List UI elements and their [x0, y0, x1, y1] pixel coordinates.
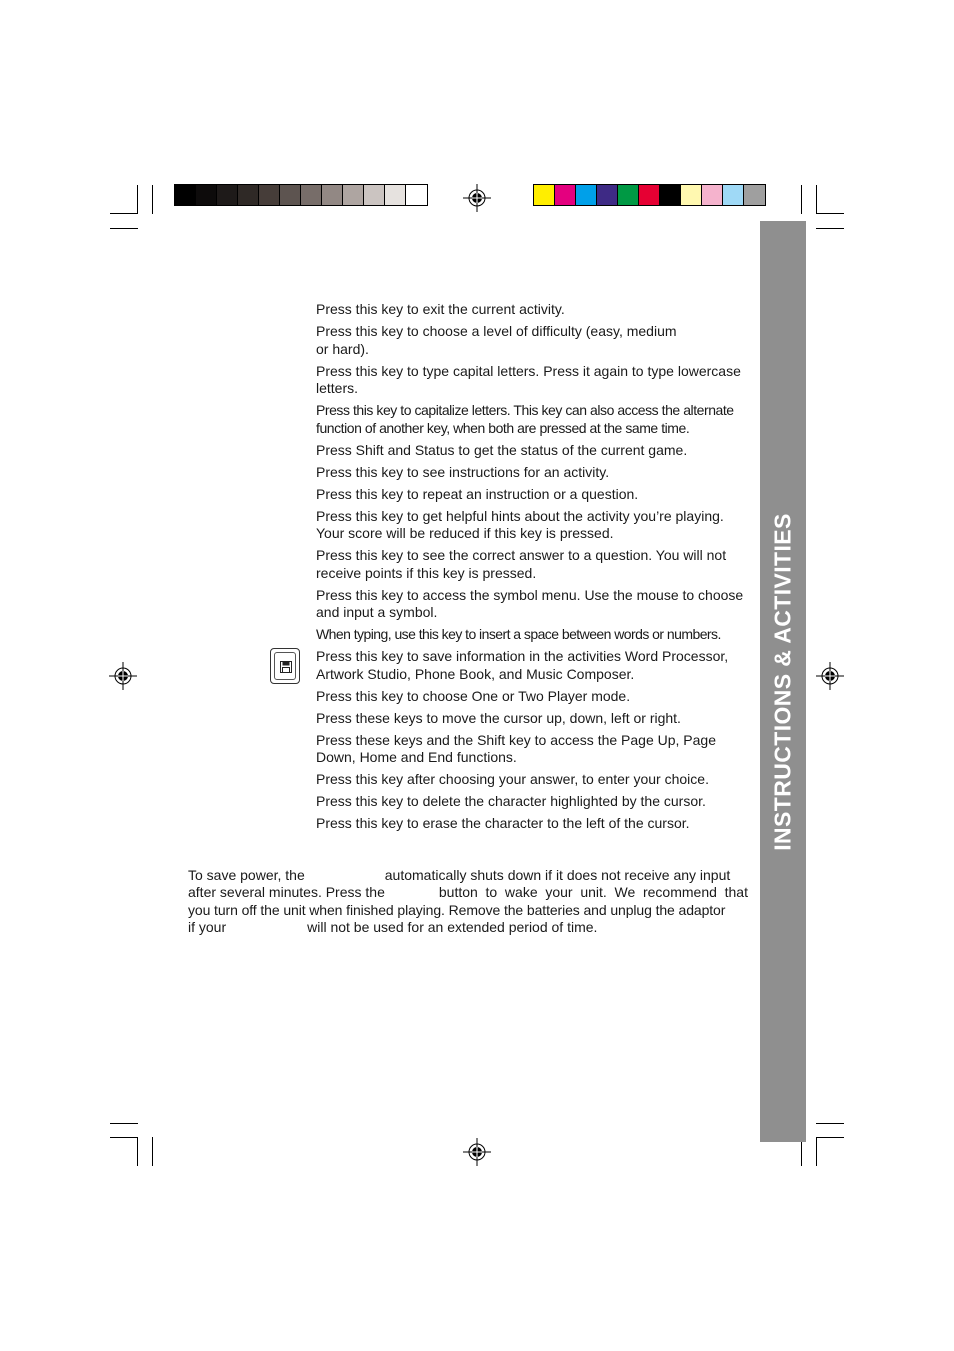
floppy-disk-icon — [280, 661, 292, 673]
calibration-swatch — [618, 185, 639, 205]
paragraph-line — [188, 884, 748, 901]
auto-power-off-paragraph — [188, 867, 748, 936]
key-description: Press these keys to move the cursor up, down, left or right. — [316, 709, 681, 726]
key-description: Press these keys and the Shift key to access the Page Up, Page Down, Home and End functions. — [316, 731, 717, 765]
calibration-swatch — [322, 185, 343, 205]
key-description: Press this key to see the correct answer to a question. You will not receive points if this key is pressed. — [316, 547, 727, 581]
section-side-tab — [760, 221, 806, 1142]
calibration-swatch — [639, 185, 660, 205]
registration-target-icon — [109, 662, 137, 690]
section-side-tab-title: INSTRUCTIONS & ACTIVITIES — [769, 512, 796, 851]
crop-mark — [816, 1137, 817, 1166]
key-description: Press this key to see instructions for an activity. — [316, 463, 610, 480]
paragraph-text: after several minutes. Press the — [188, 884, 385, 901]
calibration-swatch — [301, 185, 322, 205]
key-description: Press this key to type capital letters. Press it again to type lowercase letters. — [316, 362, 741, 396]
key-description: Press this key to capitalize letters. This key can also access the alternate function of another key, when both are pressed at the same time. — [316, 402, 734, 436]
calibration-swatch — [406, 185, 427, 205]
calibration-swatch — [723, 185, 744, 205]
key-description: Press this key to save information in the activities Word Processor, Artwork Studio, Phone Book, and Music Composer. — [316, 648, 729, 682]
calibration-swatch — [196, 185, 217, 205]
key-description: Press Shift and Status to get the status of the current game. — [316, 441, 688, 458]
registration-target-icon — [463, 184, 491, 212]
calibration-swatch — [744, 185, 765, 205]
calibration-swatch — [364, 185, 385, 205]
key-description: Press this key to choose a level of difficulty (easy, medium or hard). — [316, 323, 677, 357]
calibration-swatch — [555, 185, 576, 205]
paragraph-text: To save power, the — [188, 867, 305, 883]
crop-mark — [816, 213, 844, 214]
grayscale-calibration-strip — [174, 184, 428, 206]
crop-mark — [816, 185, 817, 214]
crop-mark — [816, 228, 844, 229]
key-description: When typing, use this key to insert a space between words or numbers. — [316, 626, 721, 642]
crop-mark — [816, 1137, 844, 1138]
crop-mark — [110, 228, 138, 229]
calibration-swatch — [534, 185, 555, 205]
save-key-icon — [270, 648, 300, 684]
calibration-swatch — [576, 185, 597, 205]
paragraph-text: button to wake your unit. We recommend that — [438, 884, 748, 901]
crop-mark — [110, 1123, 138, 1124]
calibration-swatch — [280, 185, 301, 205]
key-description: Press this key to erase the character to the left of the cursor. — [316, 815, 690, 831]
key-description: Press this key to repeat an instruction or a question. — [316, 485, 639, 502]
paragraph-line — [188, 919, 748, 936]
calibration-swatch — [702, 185, 723, 205]
calibration-swatch — [597, 185, 618, 205]
calibration-swatch — [238, 185, 259, 205]
calibration-swatch — [681, 185, 702, 205]
paragraph-line — [188, 902, 748, 919]
color-calibration-strip — [533, 184, 766, 206]
calibration-swatch — [343, 185, 364, 205]
paragraph-text: will not be used for an extended period of time. — [307, 918, 598, 935]
calibration-swatch — [259, 185, 280, 205]
paragraph-line — [188, 867, 748, 884]
key-description: Press this key to choose One or Two Player mode. — [316, 687, 631, 704]
key-description: Press this key after choosing your answer, to enter your choice. — [316, 771, 709, 787]
calibration-swatch — [217, 185, 238, 205]
key-description: Press this key to exit the current activity. — [316, 301, 565, 317]
crop-mark — [137, 185, 138, 214]
key-description: Press this key to access the symbol menu. Use the mouse to choose and input a symbol. — [316, 586, 744, 620]
calibration-swatch — [175, 185, 196, 205]
registration-target-icon — [463, 1138, 491, 1166]
crop-mark — [110, 213, 138, 214]
key-description: Press this key to get helpful hints about the activity you’re playing. Your score will be reduced if this key is pressed. — [316, 507, 724, 541]
key-descriptions-list — [316, 301, 756, 837]
crop-mark — [152, 1137, 153, 1166]
crop-mark — [137, 1137, 138, 1166]
crop-mark — [816, 1123, 844, 1124]
registration-target-icon — [816, 662, 844, 690]
key-description: Press this key to delete the character highlighted by the cursor. — [316, 793, 706, 809]
crop-mark — [801, 185, 802, 214]
paragraph-text: if your — [188, 918, 227, 935]
crop-mark — [110, 1137, 138, 1138]
paragraph-text: you turn off the unit when finished playing. Remove the batteries and unplug the adaptor — [188, 901, 726, 918]
calibration-swatch — [385, 185, 406, 205]
calibration-swatch — [660, 185, 681, 205]
paragraph-text: automatically shuts down if it does not receive any input — [384, 867, 731, 883]
crop-mark — [152, 185, 153, 214]
